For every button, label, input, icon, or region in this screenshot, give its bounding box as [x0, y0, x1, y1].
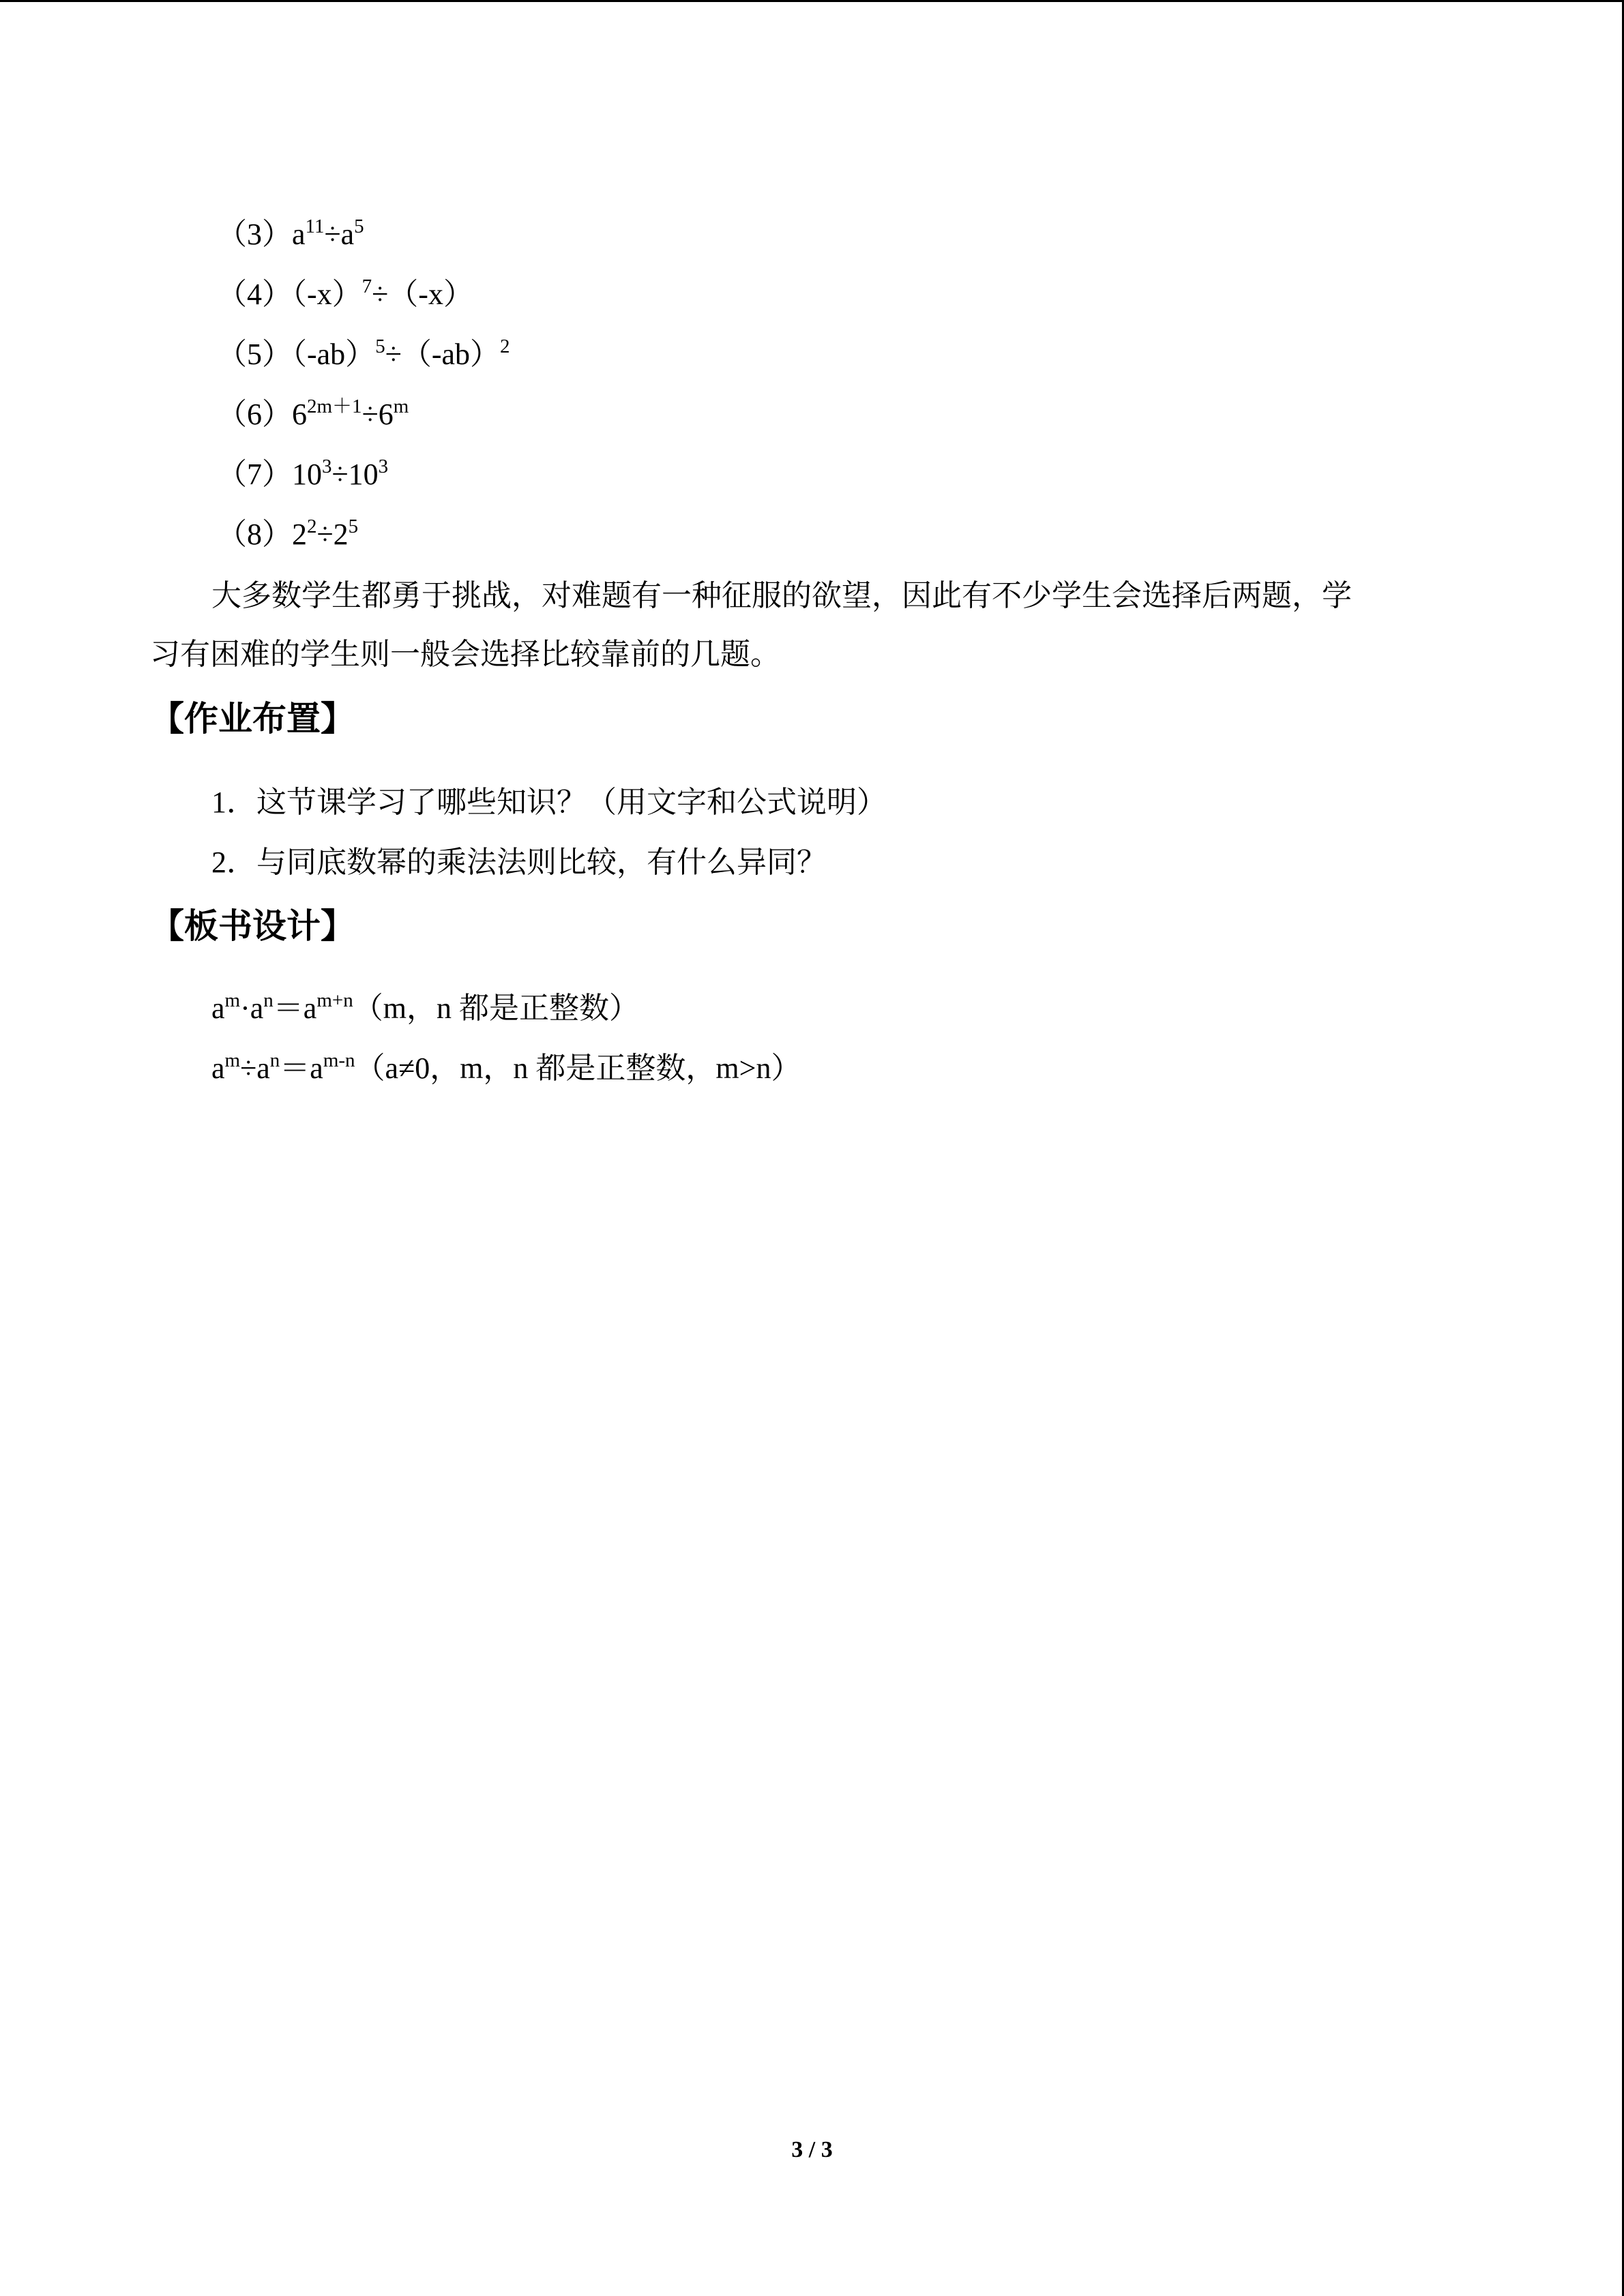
- exercise-3: $(3)a^{11}\div a^5$: [217, 215, 364, 251]
- homework-item-2: 2．与同底数幂的乘法法则比较，有什么异同？: [211, 846, 827, 879]
- exercise-8: $(8)2^2\div 2^5$: [217, 516, 359, 551]
- exercise-6: $(6)6^{2m+1}\div 6^m$: [217, 396, 409, 431]
- exercise-5: $(5)(-ab)^5\div(-ab)^2$: [217, 336, 510, 371]
- page-number: 3 / 3: [791, 2137, 833, 2162]
- homework-heading: 【作业布置】: [150, 699, 355, 739]
- page-top-border: [0, 0, 1624, 2]
- paragraph-line-1: 大多数学生都勇于挑战，对难题有一种征服的欲望，因此有不少学生会选择后两题，学: [211, 579, 1352, 612]
- exercise-7: $(7)10^3\div 10^3$: [217, 456, 389, 491]
- exercise-4: $(4)(-x)^7\div(-x)$: [217, 275, 473, 311]
- board-formula-1: $a^m\cdot a^n=a^{m+n}(m$，n 都是正整数）: [211, 989, 639, 1025]
- homework-item-1: 1．这节课学习了哪些知识？（用文字和公式说明）: [211, 786, 887, 819]
- board-heading: 【板书设计】: [150, 906, 355, 946]
- paragraph-line-2: 习有困难的学生则一般会选择比较靠前的几题。: [150, 638, 780, 671]
- board-formula-2: $a^m\div a^n=a^{m-n}(a\ne 0$，m，n 都是正整数，m>n）: [211, 1049, 801, 1085]
